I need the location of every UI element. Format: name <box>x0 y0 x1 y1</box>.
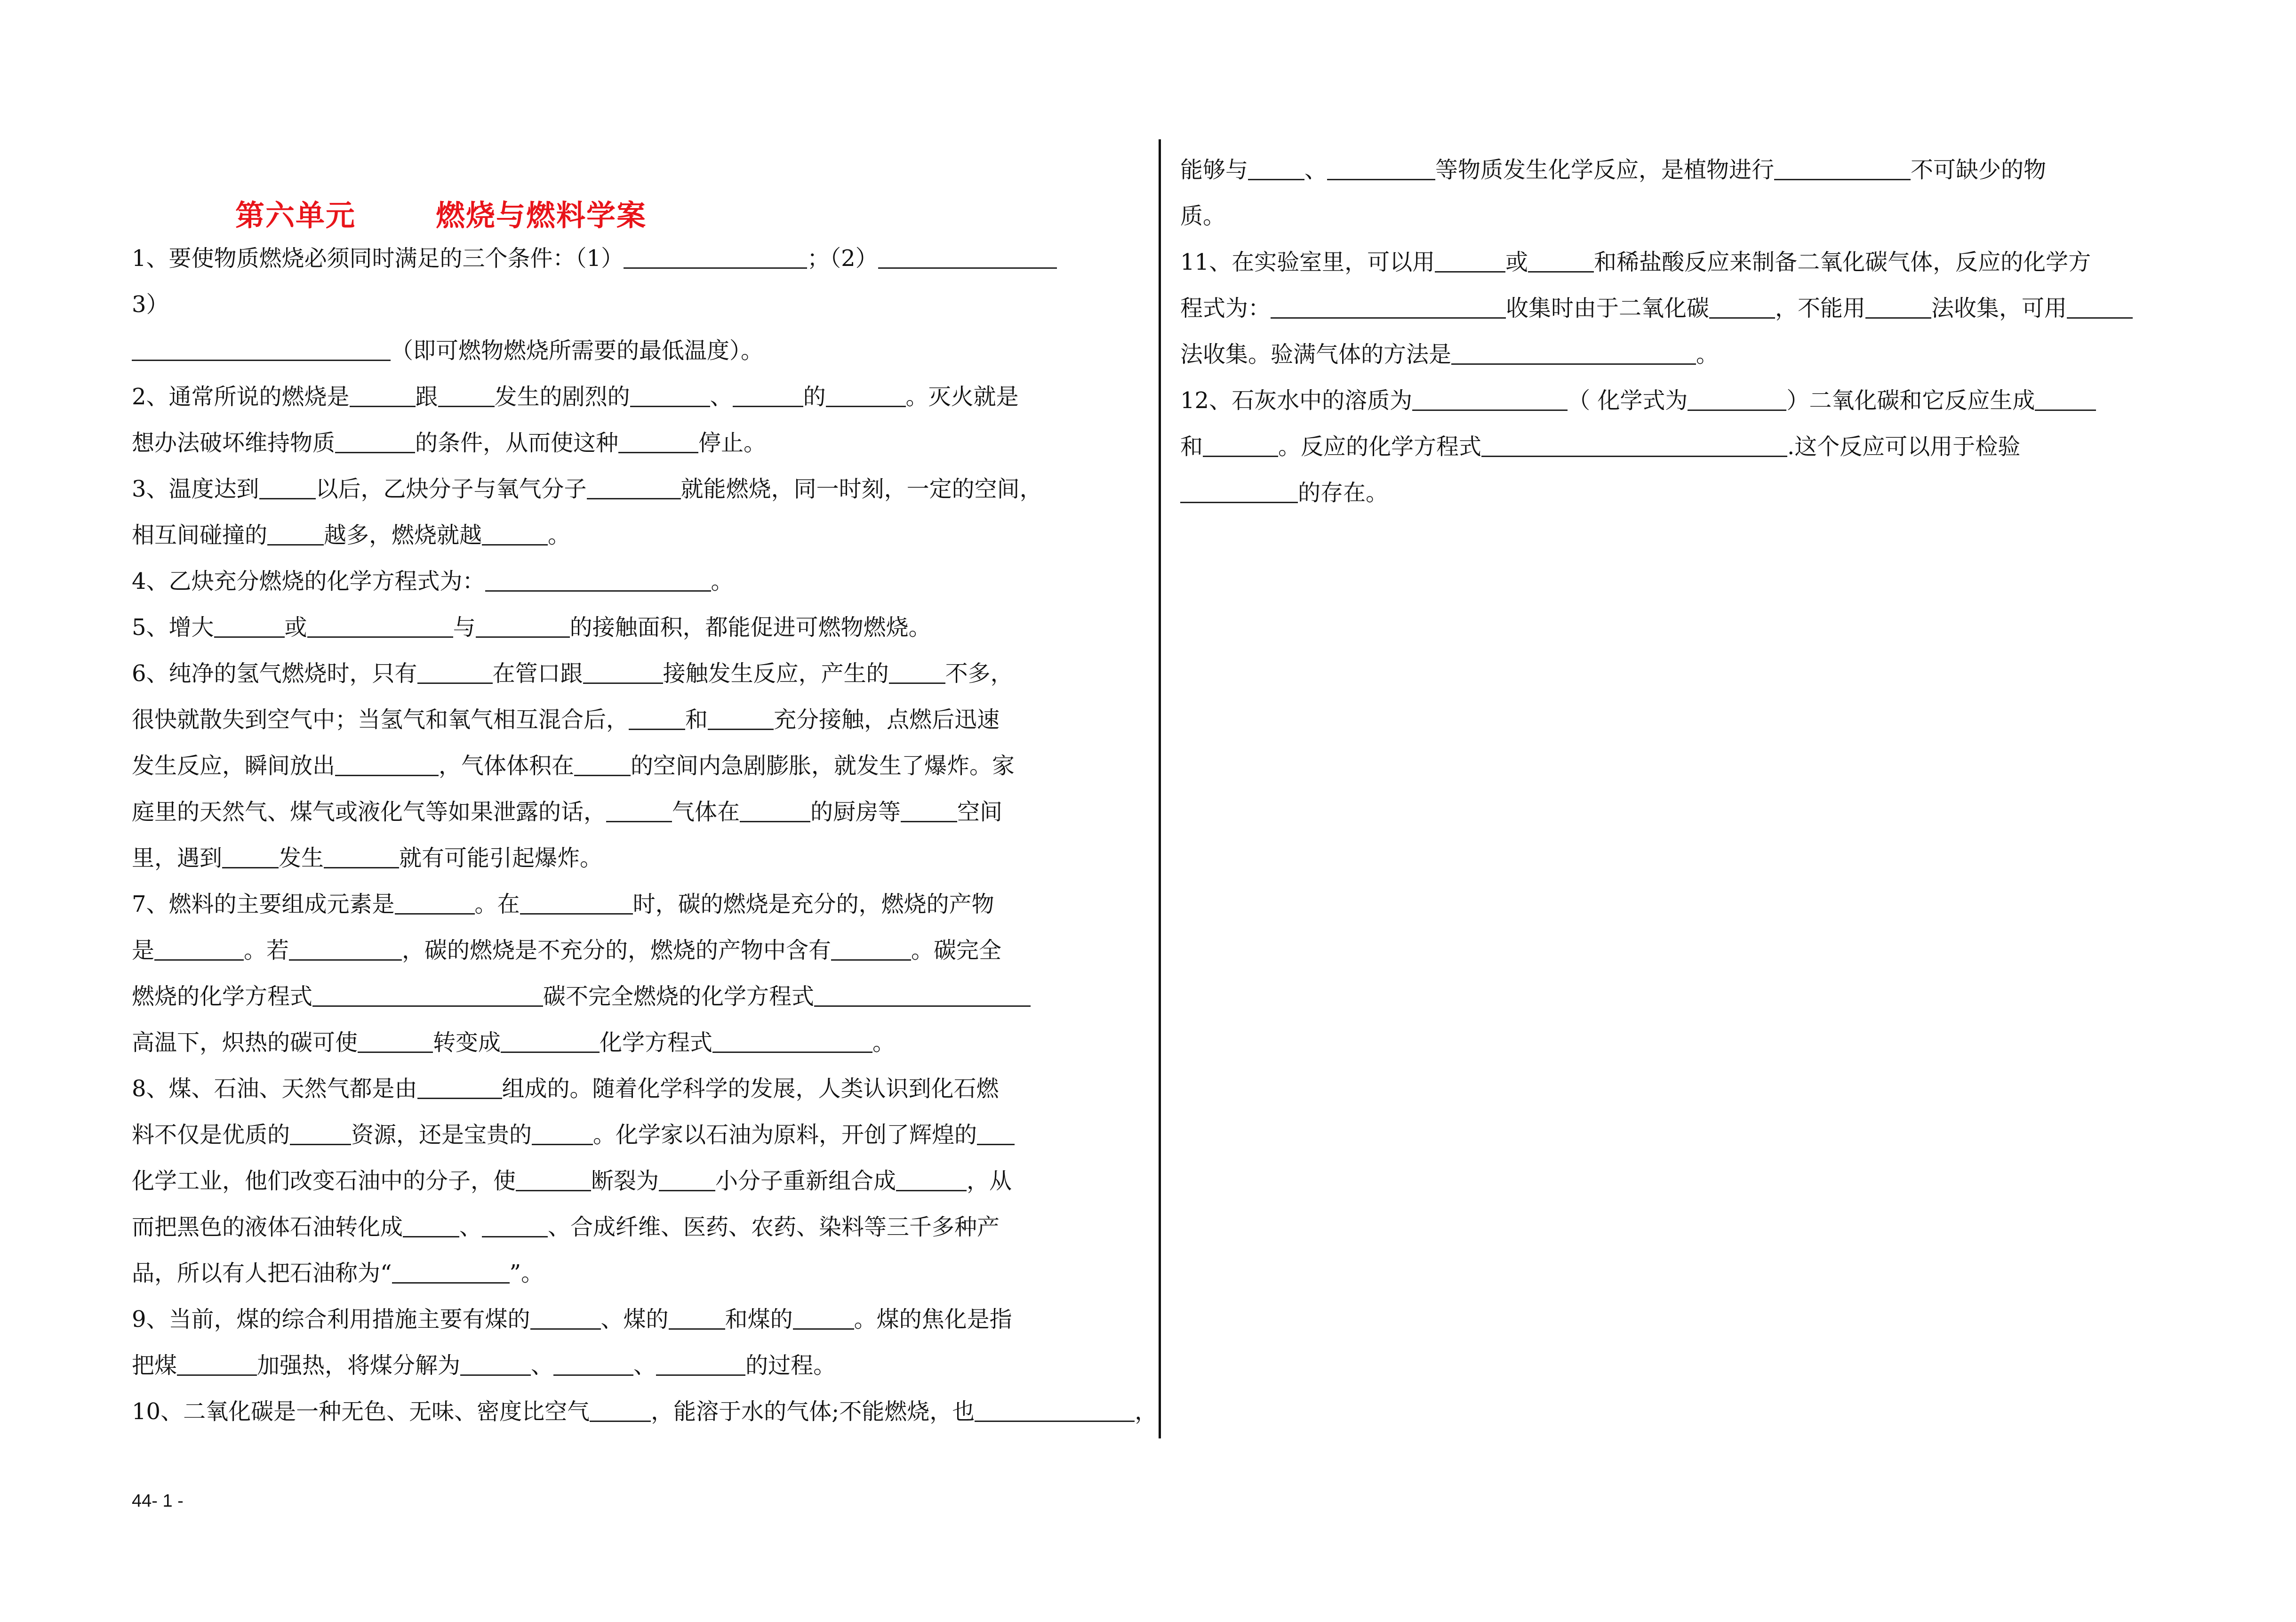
question-text: 5、增大 <box>132 614 214 641</box>
text-line <box>132 1204 1157 1250</box>
question-text: 加强热，将煤分解为 <box>257 1352 461 1379</box>
fill-in-blank[interactable] <box>733 382 803 407</box>
fill-in-blank[interactable] <box>350 382 416 407</box>
fill-in-blank[interactable] <box>177 1351 257 1376</box>
text-line <box>132 374 1157 420</box>
text-line <box>1180 331 2133 377</box>
question-text: 3） <box>132 291 169 318</box>
fill-in-blank[interactable] <box>520 890 633 915</box>
text-line <box>132 927 1157 973</box>
question-text: 化学工业，他们改变石油中的分子，使 <box>132 1168 516 1194</box>
text-line <box>132 881 1157 927</box>
fill-in-blank[interactable] <box>826 382 906 407</box>
fill-in-blank[interactable] <box>392 1259 510 1284</box>
text-line <box>132 835 1157 881</box>
question-text: 时，碳的燃烧是充分的，燃烧的产物 <box>632 891 994 917</box>
fill-in-blank[interactable] <box>1688 386 1786 411</box>
question-text: 。 <box>711 568 734 594</box>
question-text: 能够与 <box>1180 157 1248 183</box>
question-text: 、 <box>1304 157 1328 183</box>
fill-in-blank[interactable] <box>1203 432 1278 457</box>
fill-in-blank[interactable] <box>417 659 493 684</box>
question-text: 。 <box>1696 341 1719 368</box>
question-text: 质。 <box>1180 203 1226 229</box>
question-text: 。灭火就是 <box>905 384 1019 410</box>
question-text: 的厨房等 <box>810 799 901 825</box>
text-line <box>1180 147 2133 193</box>
question-text: ，碳的燃烧是不充分的，燃烧的产物中含有 <box>402 937 832 964</box>
question-text: 4、乙炔充分燃烧的化学方程式为： <box>132 568 485 594</box>
question-text: 组成的。随着化学科学的发展，人类认识到化石燃 <box>502 1076 999 1102</box>
question-text: ；（2） <box>807 245 878 272</box>
fill-in-blank[interactable] <box>324 843 399 868</box>
text-line <box>132 235 1157 281</box>
question-text: 想办法破坏维持物质 <box>132 430 336 456</box>
question-text: 空间 <box>957 799 1003 825</box>
question-text: 的条件，从而使这种 <box>415 430 619 456</box>
text-line <box>132 281 1157 328</box>
text-line <box>132 1066 1157 1112</box>
fill-in-blank[interactable] <box>2035 386 2096 411</box>
question-text: .这个反应可以用于检验 <box>1787 434 2021 460</box>
title-unit: 第六单元 <box>235 198 356 233</box>
question-text: 6、纯净的氢气燃烧时，只有 <box>132 660 417 687</box>
question-text: 越多，燃烧就越 <box>324 522 482 548</box>
question-text: 10、二氧化碳是一种无色、无味、密度比空气 <box>132 1398 590 1425</box>
fill-in-blank[interactable] <box>831 936 911 961</box>
question-text: 就有可能引起爆炸。 <box>399 845 603 871</box>
fill-in-blank[interactable] <box>482 1212 548 1237</box>
question-text: 。碳完全 <box>911 937 1002 964</box>
fill-in-blank[interactable] <box>460 1351 531 1376</box>
fill-in-blank[interactable] <box>669 1305 725 1330</box>
fill-in-blank[interactable] <box>214 613 285 638</box>
text-line <box>132 1020 1157 1066</box>
fill-in-blank[interactable] <box>417 1074 502 1099</box>
question-text: 不多， <box>945 660 1013 687</box>
question-text: 的过程。 <box>745 1352 836 1379</box>
fill-in-blank[interactable] <box>1481 432 1787 457</box>
fill-in-blank[interactable] <box>1528 248 1594 273</box>
fill-in-blank[interactable] <box>656 1351 745 1376</box>
question-text: 。煤的焦化是指 <box>854 1306 1012 1333</box>
question-text: 法收集。验满气体的方法是 <box>1180 341 1452 368</box>
text-line <box>1180 285 2133 331</box>
question-text: 发生的剧烈的 <box>494 384 630 410</box>
question-text: 11、在实验室里，可以用 <box>1180 249 1435 275</box>
fill-in-blank[interactable] <box>1412 386 1568 411</box>
question-text: 、 <box>633 1352 656 1379</box>
question-text: 是 <box>132 937 155 964</box>
fill-in-blank[interactable] <box>1180 478 1298 503</box>
question-text: 化学方程式 <box>600 1029 713 1056</box>
fill-in-blank[interactable] <box>335 428 415 453</box>
question-text: 在管口跟 <box>492 660 583 687</box>
fill-in-blank[interactable] <box>476 613 570 638</box>
fill-in-blank[interactable] <box>606 797 672 822</box>
question-text: 燃烧的化学方程式 <box>132 983 313 1010</box>
question-text: 、 <box>459 1214 482 1240</box>
fill-in-blank[interactable] <box>335 751 439 776</box>
fill-in-blank[interactable] <box>1709 294 1775 319</box>
question-text: 与 <box>453 614 476 641</box>
fill-in-blank[interactable] <box>395 890 475 915</box>
question-text: ，能溶于水的气体;不能燃烧，也 <box>651 1398 975 1425</box>
text-line <box>1180 470 2133 516</box>
question-text: 充分接触，点燃后迅速 <box>774 707 1000 733</box>
fill-in-blank[interactable] <box>532 1120 593 1145</box>
question-text: 而把黑色的液体石油转化成 <box>132 1214 403 1240</box>
question-text: 8、煤、石油、天然气都是由 <box>132 1076 417 1102</box>
question-text: ，气体体积在 <box>439 753 575 779</box>
fill-in-blank[interactable] <box>289 936 402 961</box>
fill-in-blank[interactable] <box>307 613 453 638</box>
fill-in-blank[interactable] <box>618 428 698 453</box>
question-text: ， <box>1135 1398 1158 1425</box>
fill-in-blank[interactable] <box>438 382 495 407</box>
question-text: 。反应的化学方程式 <box>1278 434 1482 460</box>
question-text: 12、石灰水中的溶质为 <box>1180 387 1413 414</box>
question-text: 发生反应，瞬间放出 <box>132 753 336 779</box>
text-line <box>132 1389 1157 1435</box>
fill-in-blank[interactable] <box>1451 340 1696 365</box>
question-text: 发生 <box>279 845 324 871</box>
fill-in-blank[interactable] <box>154 936 244 961</box>
page-number: 44- 1 - <box>132 1491 184 1511</box>
title-topic: 燃烧与燃料学案 <box>436 198 647 233</box>
text-line <box>132 604 1157 650</box>
question-text: ，从 <box>967 1168 1012 1194</box>
question-text: 庭里的天然气、煤气或液化气等如果泄露的话， <box>132 799 607 825</box>
text-line <box>1180 239 2133 285</box>
question-text: 或 <box>1505 249 1528 275</box>
fill-in-blank[interactable] <box>1248 155 1304 180</box>
question-text: 就能燃烧，同一时刻，一定的空间， <box>680 476 1042 502</box>
page-title <box>235 192 1082 234</box>
left-column <box>132 235 1157 1435</box>
question-text: （即可燃物燃烧所需要的最低温度）。 <box>391 337 764 364</box>
fill-in-blank[interactable] <box>624 244 807 269</box>
question-text: ”。 <box>509 1260 544 1286</box>
question-text: 2、通常所说的燃烧是 <box>132 384 350 410</box>
question-text: ）二氧化碳和它反应生成 <box>1786 387 2035 414</box>
fill-in-blank[interactable] <box>740 797 810 822</box>
question-text: 很快就散失到空气中；当氢气和氧气相互混合后， <box>132 707 629 733</box>
question-text: （ 化学式为 <box>1568 387 1688 414</box>
text-line <box>132 973 1157 1020</box>
fill-in-blank[interactable] <box>501 1028 600 1053</box>
question-text: 和稀盐酸反应来制备二氧化碳气体，反应的化学方 <box>1594 249 2091 275</box>
question-text: 的空间内急剧膨胀，就发生了爆炸。家 <box>631 753 1015 779</box>
question-text: 以后，乙炔分子与氧气分子 <box>315 476 587 502</box>
fill-in-blank[interactable] <box>358 1028 433 1053</box>
fill-in-blank[interactable] <box>553 1351 633 1376</box>
text-line <box>132 512 1157 558</box>
question-text: 。若 <box>244 937 289 964</box>
question-text: 相互间碰撞的 <box>132 522 268 548</box>
question-text: 停止。 <box>698 430 767 456</box>
text-line <box>132 1112 1157 1158</box>
question-text: 、煤的 <box>600 1306 669 1333</box>
fill-in-blank[interactable] <box>1774 155 1911 180</box>
text-line <box>1180 424 2133 470</box>
question-text: 收集时由于二氧化碳 <box>1506 295 1710 321</box>
question-text: 、 <box>531 1352 554 1379</box>
fill-in-blank[interactable] <box>878 244 1057 269</box>
question-text: 的接触面积，都能促进可燃物燃烧。 <box>569 614 931 641</box>
question-text: 法收集，可用 <box>1931 295 2067 321</box>
fill-in-blank[interactable] <box>259 474 316 499</box>
fill-in-blank[interactable] <box>975 1397 1135 1422</box>
fill-in-blank[interactable] <box>516 1166 591 1191</box>
fill-in-blank[interactable] <box>814 982 1031 1007</box>
question-text: 。 <box>548 522 571 548</box>
text-line <box>1180 193 2133 239</box>
fill-in-blank[interactable] <box>530 1305 601 1330</box>
fill-in-blank[interactable] <box>222 843 279 868</box>
fill-in-blank[interactable] <box>901 797 957 822</box>
question-text: 转变成 <box>433 1029 501 1056</box>
question-text: 。化学家以石油为原料，开创了辉煌的 <box>593 1122 977 1148</box>
question-text: 跟 <box>415 384 438 410</box>
question-text: 品，所以有人把石油称为“ <box>132 1260 392 1286</box>
question-text: 7、燃料的主要组成元素是 <box>132 891 395 917</box>
question-text: 不可缺少的物 <box>1911 157 2047 183</box>
text-line <box>132 1342 1157 1389</box>
text-line <box>132 466 1157 512</box>
question-text: 料不仅是优质的 <box>132 1122 290 1148</box>
fill-in-blank[interactable] <box>977 1120 1015 1145</box>
question-text: 和 <box>1180 434 1203 460</box>
question-text: 把煤 <box>132 1352 177 1379</box>
fill-in-blank[interactable] <box>132 336 391 361</box>
text-line <box>132 1250 1157 1296</box>
text-line <box>132 1296 1157 1342</box>
fill-in-blank[interactable] <box>583 659 663 684</box>
text-line <box>1180 377 2133 424</box>
fill-in-blank[interactable] <box>896 1166 967 1191</box>
text-line <box>132 328 1157 374</box>
question-text: 的 <box>803 384 826 410</box>
text-line <box>132 420 1157 466</box>
fill-in-blank[interactable] <box>1865 294 1931 319</box>
question-text: 断裂为 <box>591 1168 659 1194</box>
text-line <box>132 697 1157 743</box>
fill-in-blank[interactable] <box>889 659 945 684</box>
text-line <box>132 650 1157 697</box>
fill-in-blank[interactable] <box>485 567 711 592</box>
question-text: ，不能用 <box>1775 295 1866 321</box>
question-text: 、合成纤维、医药、农药、染料等三千多种产 <box>548 1214 1000 1240</box>
fill-in-blank[interactable] <box>793 1305 854 1330</box>
fill-in-blank[interactable] <box>587 474 681 499</box>
fill-in-blank[interactable] <box>1327 155 1435 180</box>
question-text: 3、温度达到 <box>132 476 259 502</box>
question-text: 等物质发生化学反应，是植物进行 <box>1435 157 1775 183</box>
question-text: 、 <box>710 384 733 410</box>
fill-in-blank[interactable] <box>2067 294 2133 319</box>
question-text: 接触发生反应，产生的 <box>663 660 889 687</box>
question-text: 碳不完全燃烧的化学方程式 <box>543 983 815 1010</box>
column-divider <box>1159 139 1161 1438</box>
question-text: 和 <box>685 707 708 733</box>
fill-in-blank[interactable] <box>267 521 324 546</box>
fill-in-blank[interactable] <box>590 1397 651 1422</box>
question-text: 资源，还是宝贵的 <box>351 1122 532 1148</box>
fill-in-blank[interactable] <box>629 705 685 730</box>
fill-in-blank[interactable] <box>712 1028 872 1053</box>
question-text: 小分子重新组合成 <box>715 1168 896 1194</box>
question-text: 。 <box>872 1029 896 1056</box>
fill-in-blank[interactable] <box>312 982 543 1007</box>
fill-in-blank[interactable] <box>630 382 710 407</box>
question-text: 1、要使物质燃烧必须同时满足的三个条件：（1） <box>132 245 624 272</box>
question-text: 程式为： <box>1180 295 1271 321</box>
question-text: 9、当前，煤的综合利用措施主要有煤的 <box>132 1306 530 1333</box>
question-text: 的存在。 <box>1298 480 1389 506</box>
fill-in-blank[interactable] <box>290 1120 351 1145</box>
text-line <box>132 1158 1157 1204</box>
question-text: 和煤的 <box>725 1306 793 1333</box>
right-column <box>1180 147 2133 516</box>
fill-in-blank[interactable] <box>1435 248 1505 273</box>
text-line <box>132 743 1157 789</box>
question-text: 高温下，炽热的碳可使 <box>132 1029 358 1056</box>
question-text: 气体在 <box>672 799 740 825</box>
fill-in-blank[interactable] <box>574 751 631 776</box>
question-text: 。在 <box>474 891 520 917</box>
fill-in-blank[interactable] <box>1271 294 1506 319</box>
fill-in-blank[interactable] <box>403 1212 459 1237</box>
text-line <box>132 558 1157 604</box>
text-line <box>132 789 1157 835</box>
fill-in-blank[interactable] <box>482 521 548 546</box>
question-text: 里，遇到 <box>132 845 223 871</box>
fill-in-blank[interactable] <box>708 705 774 730</box>
question-text: 或 <box>284 614 307 641</box>
fill-in-blank[interactable] <box>659 1166 715 1191</box>
